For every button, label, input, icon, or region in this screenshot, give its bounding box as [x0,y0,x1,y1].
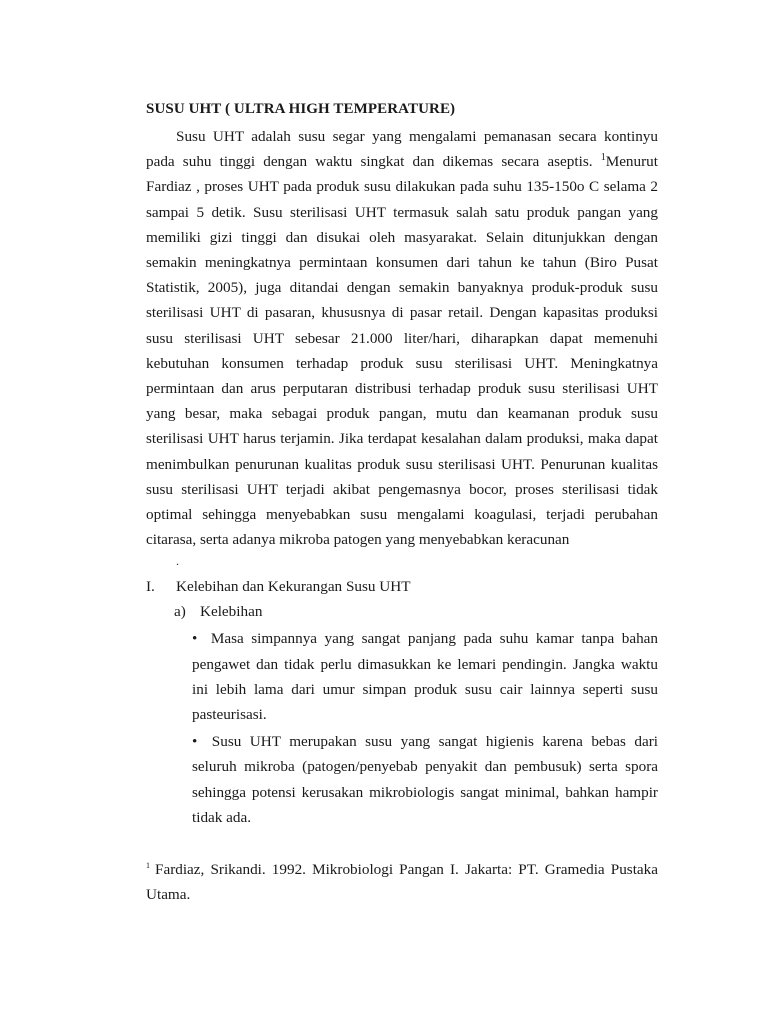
bullet-item-2 [192,729,658,830]
footnote-marker: 1 [146,861,150,870]
section-title: Kelebihan dan Kekurangan Susu UHT [176,578,411,596]
trailing-dot-line [146,552,658,574]
section-number: I. [146,578,155,596]
document-title: SUSU UHT ( ULTRA HIGH TEMPERATURE) [146,101,456,117]
section-heading [146,574,658,599]
footnote [146,853,658,907]
subsection-number: a) [174,603,186,621]
footnote-reference: 1 [600,152,606,164]
paragraph-part-2: Menurut Fardiaz , proses UHT pada produk susu dilakukan pada suhu 135-150o C selama 2 sampai 5 detik. Susu sterilisasi UHT termasuk salah satu produk pangan yang memiliki gizi tinggi dan disukai oleh masyarakat. Selain ditunjukkan dengan semakin meningkatnya permintaan konsumen dari tahun ke tahun (Biro Pusat Statistik, 2005), juga ditandai dengan semakin banyaknya produk-produk susu sterilisasi UHT di pasaran, khususnya di pasar retail. Dengan kapasitas produksi susu sterilisasi UHT sebesar 21.000 liter/hari, diharapkan dapat memenuhi kebutuhan konsumen terhadap produk susu sterilisasi UHT. Meningkatnya permintaan dan arus perputaran distribusi terhadap produk susu sterilisasi UHT yang besar, maka sebagai produk pangan, mutu dan keamanan produk susu sterilisasi UHT harus terjamin. Jika terdapat kesalahan dalam produksi, maka dapat menimbulkan penurunan kualitas produk susu sterilisasi UHT. Penurunan kualitas susu sterilisasi UHT terjadi akibat pengemasnya bocor, proses sterilisasi tidak optimal sehingga menyebabkan susu mengalami koagulasi, terjadi perubahan citarasa, serta adanya mikroba patogen yang menyebabkan keracunan [146,153,658,549]
body-paragraph [146,124,658,552]
bullet-symbol: • [192,733,198,751]
footnote-text: Fardiaz, Srikandi. 1992. Mikrobiologi Pangan I. Jakarta: PT. Gramedia Pustaka Utama. [146,861,658,904]
document-page [146,100,658,830]
subsection-heading [174,599,658,624]
subsection-title: Kelebihan [200,603,263,621]
paragraph-part-1: Susu UHT adalah susu segar yang mengalami pemanasan secara kontinyu pada suhu tinggi dengan waktu singkat dan dikemas secara aseptis. [146,128,658,171]
bullet-item-1 [192,626,658,727]
bullet-text: Masa simpannya yang sangat panjang pada suhu kamar tanpa bahan pengawet dan tidak perlu dimasukkan ke lemari pendingin. Jangka waktu ini lebih lama dari umur simpan produk susu cair lainnya seperti susu pasteurisasi. [192,630,658,724]
bullet-text: Susu UHT merupakan susu yang sangat higienis karena bebas dari seluruh mikroba (patogen/penyebab penyakit dan pembusuk) serta spora sehingga potensi kerusakan mikrobiologis sangat minimal, bahkan hampir tidak ada. [192,733,658,826]
bullet-symbol: • [192,630,198,648]
trailing-dot: . [176,554,179,569]
